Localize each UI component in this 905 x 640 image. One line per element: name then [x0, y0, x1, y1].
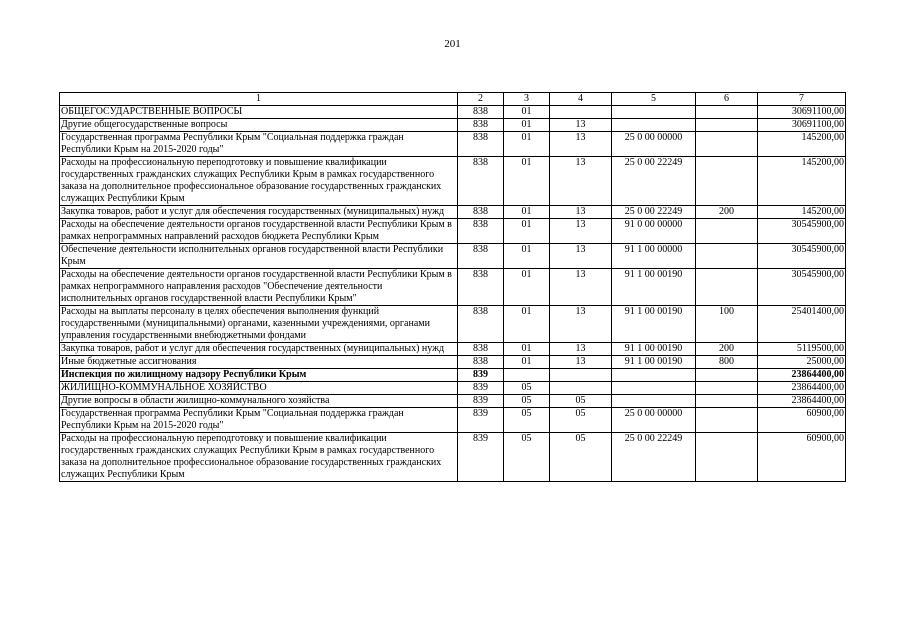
table-row	[60, 408, 846, 433]
table-row	[60, 132, 846, 157]
row-target-article-cell: 25 0 00 22249	[612, 206, 696, 219]
row-subsection-cell: 13	[550, 269, 612, 306]
row-subsection-cell: 13	[550, 132, 612, 157]
budget-table	[59, 92, 846, 482]
row-target-article-cell: 25 0 00 00000	[612, 408, 696, 433]
row-subsection-cell: 13	[550, 244, 612, 269]
row-subsection-cell: 13	[550, 157, 612, 206]
row-subsection-cell: 13	[550, 206, 612, 219]
row-code-ved-cell: 839	[458, 395, 504, 408]
row-name-cell: Инспекция по жилищному надзору Республики Крым	[60, 369, 458, 382]
row-name-cell: Расходы на обеспечение деятельности органов государственной власти Республики Крым в рамках непрограммного направления расходов "Обеспечение деятельности исполнительных органов государственной власти Республики Крым"	[60, 269, 458, 306]
row-name-cell: Иные бюджетные ассигнования	[60, 356, 458, 369]
row-amount-cell: 23864400,00	[758, 369, 846, 382]
row-target-article-cell: 25 0 00 00000	[612, 132, 696, 157]
row-name-cell: Расходы на выплаты персоналу в целях обеспечения выполнения функций государственными (муниципальными) органами, казенными учреждениями, органами управления государственными внебюджетными фондами	[60, 306, 458, 343]
row-amount-cell: 30545900,00	[758, 244, 846, 269]
row-code-ved-cell: 839	[458, 369, 504, 382]
row-name-cell: Расходы на профессиональную переподготовку и повышение квалификации государственных гражданских служащих Республики Крым в рамках государственного заказа на дополнительное профессиональное образование государственных гражданских служащих Республики Крым	[60, 157, 458, 206]
header-cell-2: 2	[458, 93, 504, 106]
row-name-cell: Другие общегосударственные вопросы	[60, 119, 458, 132]
row-expense-type-cell	[696, 382, 758, 395]
table-row	[60, 206, 846, 219]
row-subsection-cell: 13	[550, 343, 612, 356]
row-subsection-cell	[550, 106, 612, 119]
row-expense-type-cell	[696, 132, 758, 157]
row-expense-type-cell	[696, 408, 758, 433]
row-expense-type-cell	[696, 106, 758, 119]
row-amount-cell: 145200,00	[758, 206, 846, 219]
row-section-cell: 01	[504, 219, 550, 244]
row-subsection-cell	[550, 382, 612, 395]
table-row	[60, 306, 846, 343]
row-section-cell: 01	[504, 356, 550, 369]
row-name-cell: ЖИЛИЩНО-КОММУНАЛЬНОЕ ХОЗЯЙСТВО	[60, 382, 458, 395]
row-code-ved-cell: 838	[458, 269, 504, 306]
row-subsection-cell	[550, 369, 612, 382]
row-amount-cell: 25401400,00	[758, 306, 846, 343]
row-section-cell: 05	[504, 408, 550, 433]
row-section-cell: 01	[504, 206, 550, 219]
table-row	[60, 106, 846, 119]
row-expense-type-cell: 200	[696, 343, 758, 356]
row-target-article-cell: 91 1 00 00190	[612, 356, 696, 369]
table-row	[60, 244, 846, 269]
row-expense-type-cell	[696, 433, 758, 482]
row-amount-cell: 60900,00	[758, 433, 846, 482]
row-name-cell: Государственная программа Республики Крым "Социальная поддержка граждан Республики Крым на 2015-2020 годы"	[60, 408, 458, 433]
row-target-article-cell	[612, 369, 696, 382]
row-amount-cell: 30545900,00	[758, 219, 846, 244]
table-row	[60, 369, 846, 382]
row-name-cell: ОБЩЕГОСУДАРСТВЕННЫЕ ВОПРОСЫ	[60, 106, 458, 119]
row-expense-type-cell	[696, 269, 758, 306]
row-section-cell: 01	[504, 244, 550, 269]
row-expense-type-cell: 100	[696, 306, 758, 343]
row-amount-cell: 145200,00	[758, 157, 846, 206]
table-row	[60, 269, 846, 306]
row-amount-cell: 145200,00	[758, 132, 846, 157]
row-section-cell: 01	[504, 106, 550, 119]
row-subsection-cell: 13	[550, 356, 612, 369]
row-target-article-cell: 91 0 00 00000	[612, 219, 696, 244]
table-row	[60, 343, 846, 356]
row-expense-type-cell	[696, 395, 758, 408]
header-cell-7: 7	[758, 93, 846, 106]
table-row	[60, 356, 846, 369]
row-subsection-cell: 05	[550, 395, 612, 408]
table-row	[60, 433, 846, 482]
row-target-article-cell: 25 0 00 22249	[612, 157, 696, 206]
row-code-ved-cell: 839	[458, 433, 504, 482]
row-amount-cell: 30691100,00	[758, 106, 846, 119]
row-target-article-cell	[612, 395, 696, 408]
row-name-cell: Другие вопросы в области жилищно-коммунального хозяйства	[60, 395, 458, 408]
row-code-ved-cell: 838	[458, 343, 504, 356]
header-cell-6: 6	[696, 93, 758, 106]
row-name-cell: Закупка товаров, работ и услуг для обеспечения государственных (муниципальных) нужд	[60, 343, 458, 356]
row-target-article-cell: 91 1 00 00000	[612, 244, 696, 269]
row-target-article-cell: 91 1 00 00190	[612, 306, 696, 343]
row-code-ved-cell: 838	[458, 206, 504, 219]
row-amount-cell: 23864400,00	[758, 382, 846, 395]
row-name-cell: Расходы на обеспечение деятельности органов государственной власти Республики Крым в рамках непрограммных направлений расходов бюджета Республики Крым	[60, 219, 458, 244]
row-amount-cell: 30691100,00	[758, 119, 846, 132]
table-row	[60, 395, 846, 408]
row-code-ved-cell: 838	[458, 244, 504, 269]
row-section-cell: 05	[504, 433, 550, 482]
row-section-cell: 01	[504, 132, 550, 157]
row-code-ved-cell: 838	[458, 157, 504, 206]
row-name-cell: Обеспечение деятельности исполнительных органов государственной власти Республики Крым	[60, 244, 458, 269]
row-subsection-cell: 13	[550, 306, 612, 343]
row-expense-type-cell: 200	[696, 206, 758, 219]
row-subsection-cell: 05	[550, 408, 612, 433]
row-amount-cell: 60900,00	[758, 408, 846, 433]
row-section-cell: 01	[504, 269, 550, 306]
header-row	[60, 93, 846, 106]
row-expense-type-cell	[696, 157, 758, 206]
row-amount-cell: 5119500,00	[758, 343, 846, 356]
table-row	[60, 157, 846, 206]
row-code-ved-cell: 838	[458, 356, 504, 369]
row-subsection-cell: 05	[550, 433, 612, 482]
row-section-cell: 01	[504, 343, 550, 356]
row-target-article-cell	[612, 119, 696, 132]
row-section-cell: 01	[504, 119, 550, 132]
row-amount-cell: 25000,00	[758, 356, 846, 369]
row-expense-type-cell	[696, 219, 758, 244]
row-amount-cell: 23864400,00	[758, 395, 846, 408]
row-section-cell: 01	[504, 157, 550, 206]
row-code-ved-cell: 838	[458, 119, 504, 132]
row-expense-type-cell	[696, 369, 758, 382]
row-expense-type-cell	[696, 119, 758, 132]
row-target-article-cell: 25 0 00 22249	[612, 433, 696, 482]
row-name-cell: Государственная программа Республики Крым "Социальная поддержка граждан Республики Крым на 2015-2020 годы"	[60, 132, 458, 157]
row-code-ved-cell: 838	[458, 219, 504, 244]
row-expense-type-cell	[696, 244, 758, 269]
header-cell-3: 3	[504, 93, 550, 106]
row-name-cell: Закупка товаров, работ и услуг для обеспечения государственных (муниципальных) нужд	[60, 206, 458, 219]
row-target-article-cell	[612, 382, 696, 395]
row-code-ved-cell: 838	[458, 132, 504, 157]
row-section-cell: 05	[504, 395, 550, 408]
row-subsection-cell: 13	[550, 119, 612, 132]
row-section-cell: 01	[504, 306, 550, 343]
table-row	[60, 119, 846, 132]
row-code-ved-cell: 839	[458, 382, 504, 395]
row-target-article-cell	[612, 106, 696, 119]
page-number: 201	[444, 38, 461, 50]
row-subsection-cell: 13	[550, 219, 612, 244]
header-cell-4: 4	[550, 93, 612, 106]
row-target-article-cell: 91 1 00 00190	[612, 269, 696, 306]
row-section-cell	[504, 369, 550, 382]
row-name-cell: Расходы на профессиональную переподготовку и повышение квалификации государственных гражданских служащих Республики Крым в рамках государственного заказа на дополнительное профессиональное образование государственных гражданских служащих Республики Крым	[60, 433, 458, 482]
header-cell-5: 5	[612, 93, 696, 106]
row-amount-cell: 30545900,00	[758, 269, 846, 306]
row-code-ved-cell: 839	[458, 408, 504, 433]
table-row	[60, 382, 846, 395]
row-code-ved-cell: 838	[458, 106, 504, 119]
header-cell-1: 1	[60, 93, 458, 106]
row-code-ved-cell: 838	[458, 306, 504, 343]
row-expense-type-cell: 800	[696, 356, 758, 369]
table-row	[60, 219, 846, 244]
row-section-cell: 05	[504, 382, 550, 395]
row-target-article-cell: 91 1 00 00190	[612, 343, 696, 356]
